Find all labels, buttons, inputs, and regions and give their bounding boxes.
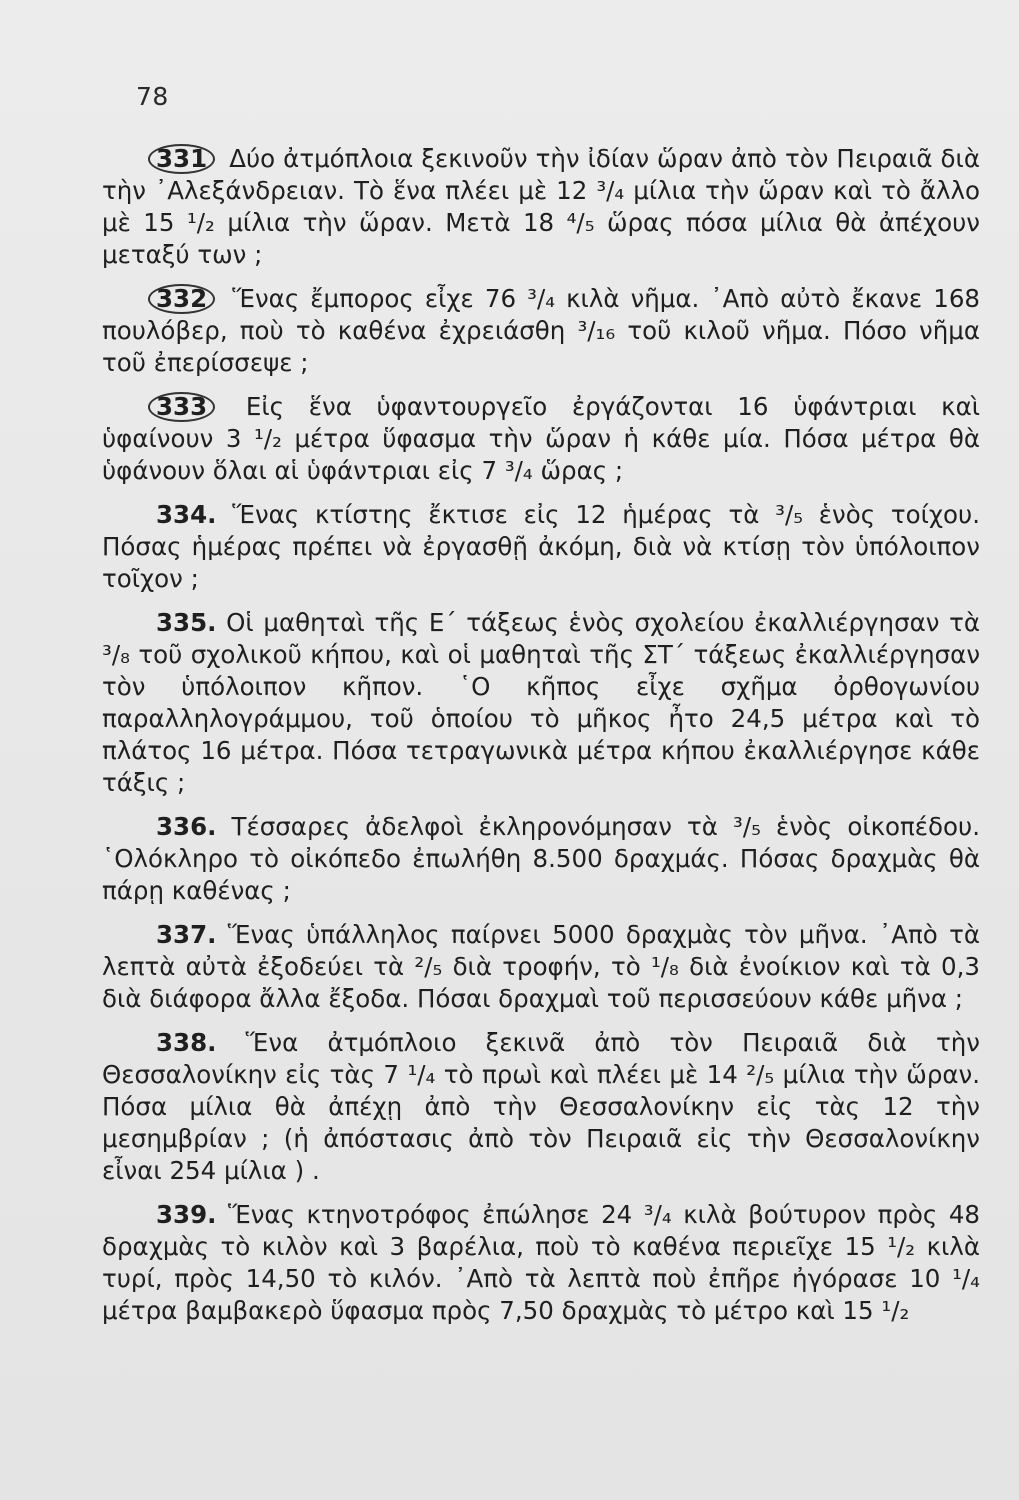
problem-text: Ἕνας κτηνοτρόφος ἐπώλησε 24 ³/₄ κιλὰ βούτυρον πρὸς 48 δραχμὰς τὸ κιλὸν καὶ 3 βαρέλια, ποὺ τὸ καθένα περιεῖχε 15 ¹/₂ κιλὰ τυρί, πρὸς 14,50 τὸ κιλόν. ᾿Απὸ τὰ λεπτὰ ποὺ ἐπῆρε ἠγόρασε 10 ¹/₄ μέτρα βαμβακερὸ ὕφασμα πρὸς 7,50 δραχμὰς τὸ μέτρο καὶ 15 ¹/₂ (102, 1200, 980, 1325)
problem-number: 334. (156, 500, 217, 529)
problem-number: 339. (156, 1200, 217, 1229)
problem-list (102, 143, 980, 1327)
problem-number: 337. (156, 920, 217, 949)
problem-332 (102, 283, 980, 379)
problem-338 (102, 1027, 980, 1187)
problem-number: 335. (156, 608, 217, 637)
problem-text: Εἰς ἕνα ὑφαντουργεῖο ἐργάζονται 16 ὑφάντριαι καὶ ὑφαίνουν 3 ¹/₂ μέτρα ὕφασμα τὴν ὥραν ἡ κάθε μία. Πόσα μέτρα θὰ ὑφάνουν ὅλαι αἱ ὑφάντριαι εἰς 7 ³/₄ ὥρας ; (102, 392, 981, 485)
problem-334 (102, 499, 980, 595)
problem-text: Οἱ μαθηταὶ τῆς Ε΄ τάξεως ἑνὸς σχολείου ἐκαλλιέργησαν τὰ ³/₈ τοῦ σχολικοῦ κήπου, καὶ οἱ μαθηταὶ τῆς ΣΤ΄ τάξεως ἐκαλλιέργησαν τὸν ὑπόλοιπον κῆπον. ῾Ο κῆπος εἶχε σχῆμα ὀρθογωνίου παραλληλογράμμου, τοῦ ὁποίου τὸ μῆκος ἦτο 24,5 μέτρα καὶ τὸ πλάτος 16 μέτρα. Πόσα τετραγωνικὰ μέτρα κήπου ἐκαλλιέργησε κάθε τάξις ; (102, 608, 981, 797)
problem-336 (102, 811, 980, 907)
problem-text: Τέσσαρες ἀδελφοὶ ἐκληρονόμησαν τὰ ³/₅ ἑνὸς οἰκοπέδου. ῾Ολόκληρο τὸ οἰκόπεδο ἐπωλήθη 8.500 δραχμάς. Πόσας δραχμὰς θὰ πάρῃ καθένας ; (102, 812, 980, 905)
problem-text: Ἕνας ἔμπορος εἶχε 76 ³/₄ κιλὰ νῆμα. ᾿Απὸ αὐτὸ ἔκανε 168 πουλόβερ, ποὺ τὸ καθένα ἐχρειάσθη ³/₁₆ τοῦ κιλοῦ νῆμα. Πόσο νῆμα τοῦ ἐπερίσσεψε ; (102, 284, 980, 377)
problem-337 (102, 919, 980, 1015)
problem-text: Ἕνας κτίστης ἔκτισε εἰς 12 ἡμέρας τὰ ³/₅ ἑνὸς τοίχου. Πόσας ἡμέρας πρέπει νὰ ἐργασθῇ ἀκόμη, διὰ νὰ κτίσῃ τὸν ὑπόλοιπον τοῖχον ; (102, 500, 981, 593)
problem-text: Ἕνας ὑπάλληλος παίρνει 5000 δραχμὰς τὸν μῆνα. ᾿Απὸ τὰ λεπτὰ αὐτὰ ἐξοδεύει τὰ ²/₅ διὰ τροφήν, τὸ ¹/₈ διὰ ἐνοίκιον καὶ τὰ 0,3 διὰ διάφορα ἄλλα ἔξοδα. Πόσαι δραχμαὶ τοῦ περισσεύουν κάθε μῆνα ; (102, 920, 980, 1013)
problem-339 (102, 1199, 980, 1327)
problem-335 (102, 607, 980, 799)
problem-text: Δύο ἀτμόπλοια ξεκινοῦν τὴν ἰδίαν ὥραν ἀπὸ τὸν Πειραιᾶ διὰ τὴν ᾿Αλεξάνδρειαν. Τὸ ἕνα πλέει μὲ 12 ³/₄ μίλια τὴν ὥραν καὶ τὸ ἄλλο μὲ 15 ¹/₂ μίλια τὴν ὥραν. Μετὰ 18 ⁴/₅ ὥρας πόσα μίλια θὰ ἀπέχουν μεταξύ των ; (102, 144, 980, 269)
problem-number-circled: 331 (148, 144, 215, 174)
problem-number: 336. (156, 812, 217, 841)
problem-text: Ἕνα ἀτμόπλοιο ξεκινᾶ ἀπὸ τὸν Πειραιᾶ διὰ τὴν Θεσσαλονίκην εἰς τὰς 7 ¹/₄ τὸ πρωὶ καὶ πλέει μὲ 14 ²/₅ μίλια τὴν ὥραν. Πόσα μίλια θὰ ἀπέχῃ ἀπὸ τὴν Θεσσαλονίκην εἰς τὰς 12 τὴν μεσημβρίαν ; (ἡ ἀπόστασις ἀπὸ τὸν Πειραιᾶ εἰς τὴν Θεσσαλονίκην εἶναι 254 μίλια ) . (102, 1028, 980, 1185)
problem-number-circled: 332 (148, 284, 215, 314)
problem-number: 338. (156, 1028, 217, 1057)
problem-number-circled: 333 (148, 392, 215, 422)
problem-333 (102, 391, 980, 487)
problem-331 (102, 143, 980, 271)
page-number: 78 (136, 82, 169, 111)
